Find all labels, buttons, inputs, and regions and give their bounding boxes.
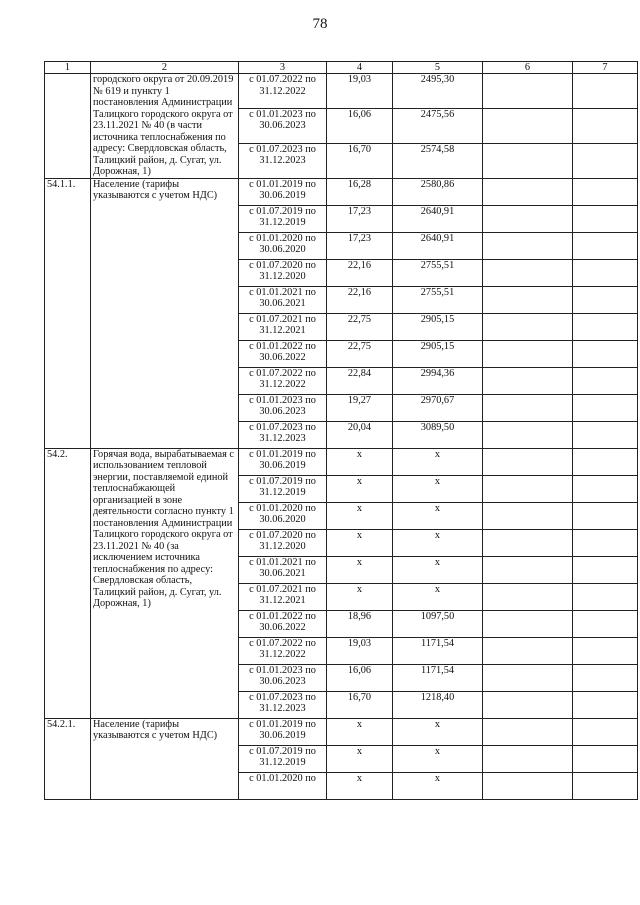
table-row bbox=[45, 74, 638, 109]
value-col5-cell: х bbox=[393, 772, 483, 799]
item-number bbox=[45, 74, 91, 179]
period-cell: с 01.07.2021 по 31.12.2021 bbox=[239, 583, 327, 610]
value-col5-cell: 2580,86 bbox=[393, 178, 483, 205]
table-row bbox=[45, 718, 638, 745]
value-col4-cell: 16,06 bbox=[327, 108, 393, 143]
value-col6-cell bbox=[483, 772, 573, 799]
value-col4-cell: 19,03 bbox=[327, 637, 393, 664]
value-col6-cell bbox=[483, 232, 573, 259]
value-col7-cell bbox=[573, 232, 638, 259]
value-col7-cell bbox=[573, 448, 638, 475]
item-number: 54.2. bbox=[45, 448, 91, 718]
value-col4-cell: 22,75 bbox=[327, 340, 393, 367]
column-number: 6 bbox=[483, 62, 573, 74]
value-col7-cell bbox=[573, 340, 638, 367]
period-cell: с 01.07.2020 по 31.12.2020 bbox=[239, 259, 327, 286]
value-col5-cell: 1097,50 bbox=[393, 610, 483, 637]
value-col4-cell: 16,70 bbox=[327, 691, 393, 718]
value-col6-cell bbox=[483, 340, 573, 367]
period-cell: с 01.07.2022 по 31.12.2022 bbox=[239, 74, 327, 109]
value-col6-cell bbox=[483, 313, 573, 340]
column-number: 2 bbox=[91, 62, 239, 74]
value-col5-cell: х bbox=[393, 448, 483, 475]
value-col6-cell bbox=[483, 475, 573, 502]
value-col5-cell: 2905,15 bbox=[393, 313, 483, 340]
item-number: 54.1.1. bbox=[45, 178, 91, 448]
value-col6-cell bbox=[483, 421, 573, 448]
period-cell: с 01.01.2021 по 30.06.2021 bbox=[239, 556, 327, 583]
value-col4-cell: х bbox=[327, 529, 393, 556]
value-col4-cell: 16,70 bbox=[327, 143, 393, 178]
value-col5-cell: х bbox=[393, 556, 483, 583]
period-cell: с 01.01.2020 по bbox=[239, 772, 327, 799]
value-col5-cell: 1171,54 bbox=[393, 637, 483, 664]
period-cell: с 01.01.2019 по 30.06.2019 bbox=[239, 718, 327, 745]
value-col7-cell bbox=[573, 745, 638, 772]
value-col7-cell bbox=[573, 394, 638, 421]
period-cell: с 01.01.2023 по 30.06.2023 bbox=[239, 664, 327, 691]
value-col5-cell: 3089,50 bbox=[393, 421, 483, 448]
period-cell: с 01.01.2020 по 30.06.2020 bbox=[239, 232, 327, 259]
value-col4-cell: 17,23 bbox=[327, 232, 393, 259]
value-col6-cell bbox=[483, 664, 573, 691]
table-row bbox=[45, 448, 638, 475]
value-col6-cell bbox=[483, 556, 573, 583]
period-cell: с 01.07.2022 по 31.12.2022 bbox=[239, 367, 327, 394]
value-col4-cell: 22,84 bbox=[327, 367, 393, 394]
value-col4-cell: 18,96 bbox=[327, 610, 393, 637]
value-col7-cell bbox=[573, 637, 638, 664]
value-col4-cell: 22,75 bbox=[327, 313, 393, 340]
value-col5-cell: х bbox=[393, 529, 483, 556]
value-col4-cell: х bbox=[327, 772, 393, 799]
value-col4-cell: 16,28 bbox=[327, 178, 393, 205]
value-col7-cell bbox=[573, 286, 638, 313]
period-cell: с 01.01.2019 по 30.06.2019 bbox=[239, 178, 327, 205]
value-col4-cell: 22,16 bbox=[327, 259, 393, 286]
value-col6-cell bbox=[483, 394, 573, 421]
page-number: 78 bbox=[312, 16, 328, 32]
column-number: 3 bbox=[239, 62, 327, 74]
value-col7-cell bbox=[573, 313, 638, 340]
value-col4-cell: х bbox=[327, 448, 393, 475]
value-col5-cell: 2475,56 bbox=[393, 108, 483, 143]
value-col5-cell: х bbox=[393, 475, 483, 502]
value-col5-cell: 2755,51 bbox=[393, 286, 483, 313]
period-cell: с 01.07.2019 по 31.12.2019 bbox=[239, 205, 327, 232]
value-col6-cell bbox=[483, 74, 573, 109]
value-col7-cell bbox=[573, 74, 638, 109]
period-cell: с 01.07.2023 по 31.12.2023 bbox=[239, 421, 327, 448]
value-col7-cell bbox=[573, 664, 638, 691]
value-col6-cell bbox=[483, 610, 573, 637]
value-col7-cell bbox=[573, 772, 638, 799]
value-col6-cell bbox=[483, 718, 573, 745]
item-description: Горячая вода, вырабатываемая с использованием тепловой энергии, поставляемой единой теплоснабжающей организацией в зоне деятельности согласно пункту 1 постановления Администрации Талицкого городского округа от 23.11.2021 № 40 (за исключением источника теплоснабжения по адресу: Свердловская область, Талицкий район, д. Сугат, ул. Дорожная, 1) bbox=[91, 448, 239, 718]
value-col7-cell bbox=[573, 367, 638, 394]
value-col6-cell bbox=[483, 691, 573, 718]
period-cell: с 01.07.2019 по 31.12.2019 bbox=[239, 745, 327, 772]
value-col5-cell: х bbox=[393, 718, 483, 745]
value-col6-cell bbox=[483, 502, 573, 529]
value-col7-cell bbox=[573, 259, 638, 286]
value-col7-cell bbox=[573, 691, 638, 718]
value-col6-cell bbox=[483, 367, 573, 394]
value-col4-cell: 19,03 bbox=[327, 74, 393, 109]
item-description: Население (тарифы указываются с учетом НДС) bbox=[91, 718, 239, 799]
value-col6-cell bbox=[483, 205, 573, 232]
value-col5-cell: 2640,91 bbox=[393, 232, 483, 259]
period-cell: с 01.07.2022 по 31.12.2022 bbox=[239, 637, 327, 664]
item-description: городского округа от 20.09.2019 № 619 и пункту 1 постановления Администрации Талицкого городского округа от 23.11.2021 № 40 (в части источника теплоснабжения по адресу: Свердловская область, Талицкий район, д. Сугат, ул. Дорожная, 1) bbox=[91, 74, 239, 179]
period-cell: с 01.07.2020 по 31.12.2020 bbox=[239, 529, 327, 556]
column-number-row bbox=[45, 62, 638, 74]
value-col7-cell bbox=[573, 529, 638, 556]
period-cell: с 01.01.2022 по 30.06.2022 bbox=[239, 340, 327, 367]
column-number: 4 bbox=[327, 62, 393, 74]
value-col4-cell: 16,06 bbox=[327, 664, 393, 691]
value-col6-cell bbox=[483, 583, 573, 610]
value-col5-cell: 2640,91 bbox=[393, 205, 483, 232]
item-number: 54.2.1. bbox=[45, 718, 91, 799]
value-col7-cell bbox=[573, 421, 638, 448]
column-number: 7 bbox=[573, 62, 638, 74]
value-col5-cell: 2495,30 bbox=[393, 74, 483, 109]
value-col6-cell bbox=[483, 286, 573, 313]
item-description: Население (тарифы указываются с учетом НДС) bbox=[91, 178, 239, 448]
value-col5-cell: х bbox=[393, 583, 483, 610]
value-col5-cell: х bbox=[393, 502, 483, 529]
value-col5-cell: 1218,40 bbox=[393, 691, 483, 718]
value-col4-cell: х bbox=[327, 583, 393, 610]
period-cell: с 01.07.2023 по 31.12.2023 bbox=[239, 143, 327, 178]
value-col5-cell: 2994,36 bbox=[393, 367, 483, 394]
value-col4-cell: 17,23 bbox=[327, 205, 393, 232]
period-cell: с 01.07.2023 по 31.12.2023 bbox=[239, 691, 327, 718]
period-cell: с 01.01.2022 по 30.06.2022 bbox=[239, 610, 327, 637]
value-col5-cell: 2905,15 bbox=[393, 340, 483, 367]
column-number: 5 bbox=[393, 62, 483, 74]
value-col6-cell bbox=[483, 143, 573, 178]
value-col5-cell: 1171,54 bbox=[393, 664, 483, 691]
value-col7-cell bbox=[573, 556, 638, 583]
value-col6-cell bbox=[483, 178, 573, 205]
value-col6-cell bbox=[483, 637, 573, 664]
period-cell: с 01.01.2019 по 30.06.2019 bbox=[239, 448, 327, 475]
value-col7-cell bbox=[573, 610, 638, 637]
value-col7-cell bbox=[573, 205, 638, 232]
period-cell: с 01.01.2021 по 30.06.2021 bbox=[239, 286, 327, 313]
value-col6-cell bbox=[483, 529, 573, 556]
value-col7-cell bbox=[573, 718, 638, 745]
value-col6-cell bbox=[483, 259, 573, 286]
value-col4-cell: х bbox=[327, 745, 393, 772]
value-col4-cell: х bbox=[327, 502, 393, 529]
value-col4-cell: 20,04 bbox=[327, 421, 393, 448]
column-number: 1 bbox=[45, 62, 91, 74]
value-col7-cell bbox=[573, 475, 638, 502]
value-col6-cell bbox=[483, 108, 573, 143]
value-col4-cell: х bbox=[327, 556, 393, 583]
value-col4-cell: х bbox=[327, 718, 393, 745]
period-cell: с 01.01.2023 по 30.06.2023 bbox=[239, 394, 327, 421]
value-col7-cell bbox=[573, 583, 638, 610]
period-cell: с 01.01.2023 по 30.06.2023 bbox=[239, 108, 327, 143]
value-col5-cell: 2755,51 bbox=[393, 259, 483, 286]
period-cell: с 01.07.2019 по 31.12.2019 bbox=[239, 475, 327, 502]
value-col6-cell bbox=[483, 448, 573, 475]
table-row bbox=[45, 178, 638, 205]
value-col7-cell bbox=[573, 178, 638, 205]
period-cell: с 01.01.2020 по 30.06.2020 bbox=[239, 502, 327, 529]
value-col6-cell bbox=[483, 745, 573, 772]
value-col5-cell: х bbox=[393, 745, 483, 772]
tariff-table bbox=[44, 61, 638, 800]
value-col4-cell: 22,16 bbox=[327, 286, 393, 313]
value-col4-cell: 19,27 bbox=[327, 394, 393, 421]
period-cell: с 01.07.2021 по 31.12.2021 bbox=[239, 313, 327, 340]
value-col7-cell bbox=[573, 143, 638, 178]
value-col5-cell: 2970,67 bbox=[393, 394, 483, 421]
value-col5-cell: 2574,58 bbox=[393, 143, 483, 178]
value-col7-cell bbox=[573, 502, 638, 529]
value-col7-cell bbox=[573, 108, 638, 143]
value-col4-cell: х bbox=[327, 475, 393, 502]
